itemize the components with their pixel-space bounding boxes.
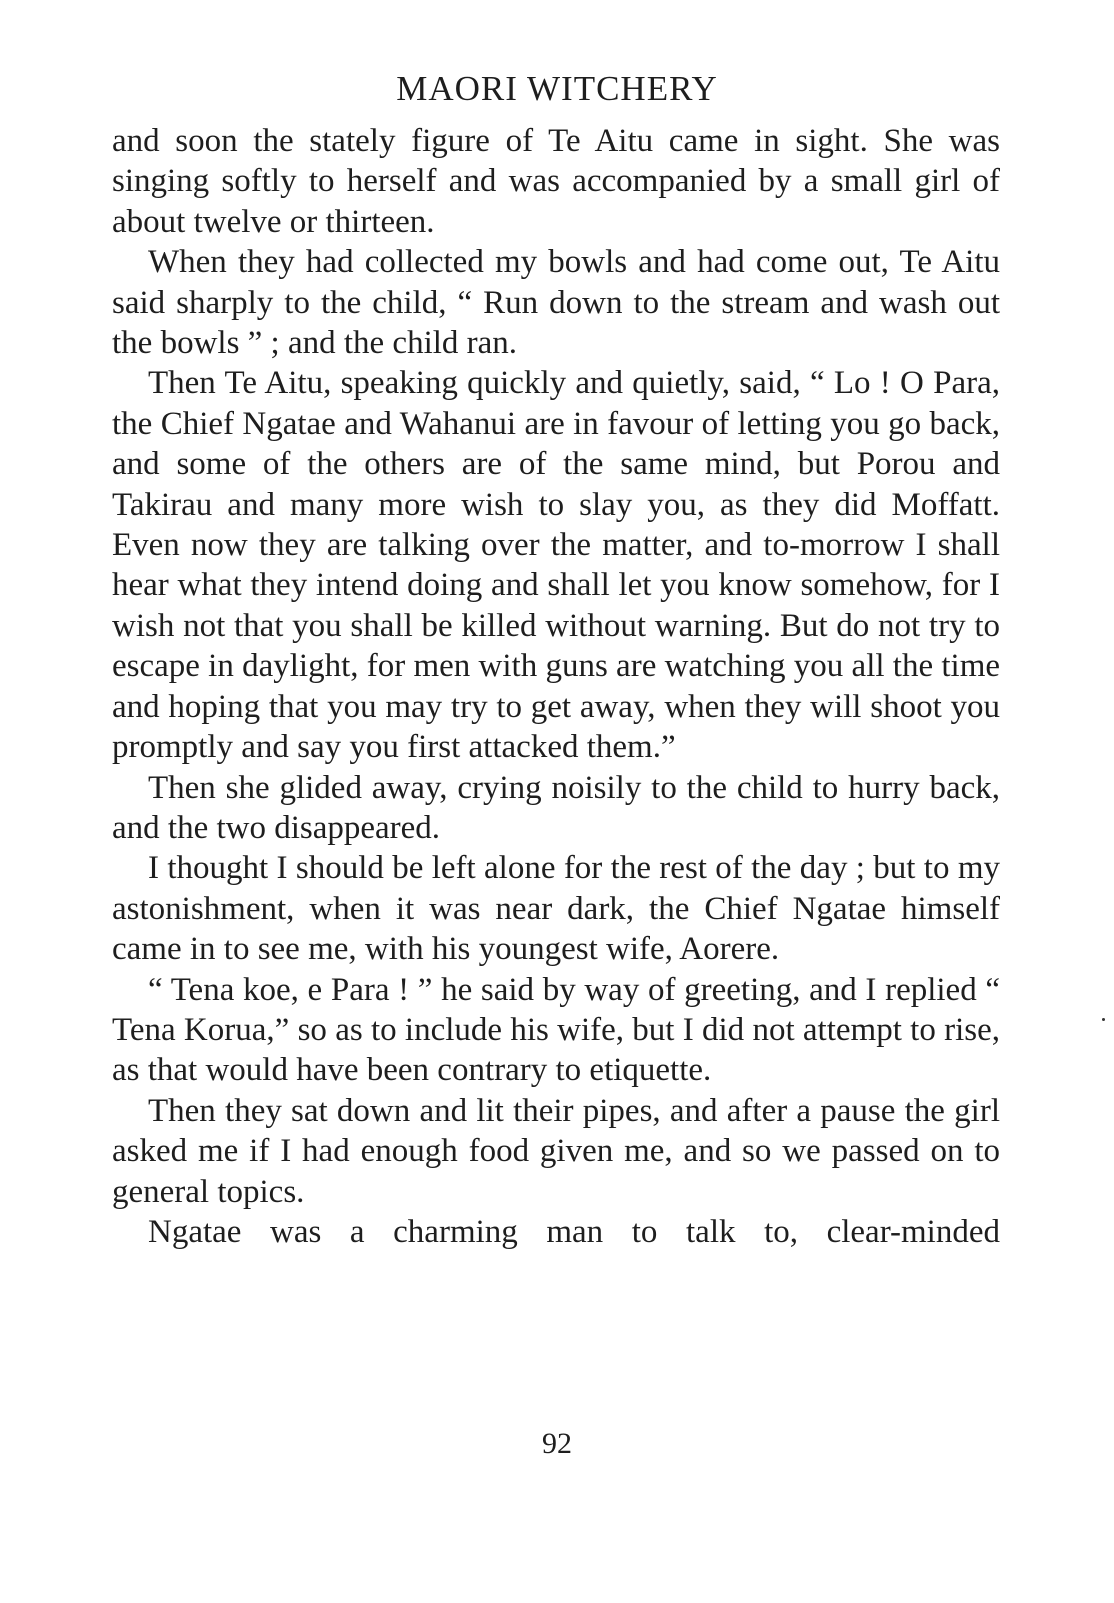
paragraph-continued: and soon the stately figure of Te Aitu came in sight. She was singing softly to herself and was accompanied by a small girl of about twelve or thirteen. — [112, 123, 1000, 240]
paragraph: Then they sat down and lit their pipes, and after a pause the girl asked me if I had enough food given me, and so we passed on to general topics. — [112, 1092, 1000, 1210]
paragraph: Then Te Aitu, speaking quickly and quietly, said, “ Lo ! O Para, the Chief Ngatae and Wahanui are in favour of letting you go back, and some of the others are of the same mind, but Porou and Takirau and many more wish to slay you, as they did Moffatt. Even now they are talking over the matter, and to-morrow I shall hear what they intend doing and shall let you know somehow, for I wish not that you shall be killed without warning. But do not try to escape in daylight, for men with guns are watching you all the time and hoping that you may try to get away, when they will shoot you promptly and say you first attacked them.” — [112, 365, 1001, 766]
page-number: 92 — [542, 1427, 572, 1460]
running-head: MAORI WITCHERY — [396, 69, 718, 108]
paragraph: I thought I should be left alone for the rest of the day ; but to my astonishment, when it was near dark, the Chief Ngatae himself came in to see me, with his youngest wife, Aorere. — [112, 850, 1000, 968]
paragraph: “ Tena koe, e Para ! ” he said by way of greeting, and I replied “ Tena Korua,” so as to include his wife, but I did not attempt to rise, as that would have been contrary to etiquette. — [112, 971, 1000, 1089]
paragraph-last: Ngatae was a charming man to talk to, clear-minded — [148, 1213, 1000, 1250]
margin-speck — [1102, 1018, 1105, 1021]
paragraph: When they had collected my bowls and had come out, Te Aitu said sharply to the child, “ Run down to the stream and wash out the bowls ” ; and the child ran. — [112, 244, 1000, 362]
paragraph: Then she glided away, crying noisily to the child to hurry back, and the two disappeared. — [112, 769, 1000, 846]
body-text — [112, 121, 1000, 1252]
